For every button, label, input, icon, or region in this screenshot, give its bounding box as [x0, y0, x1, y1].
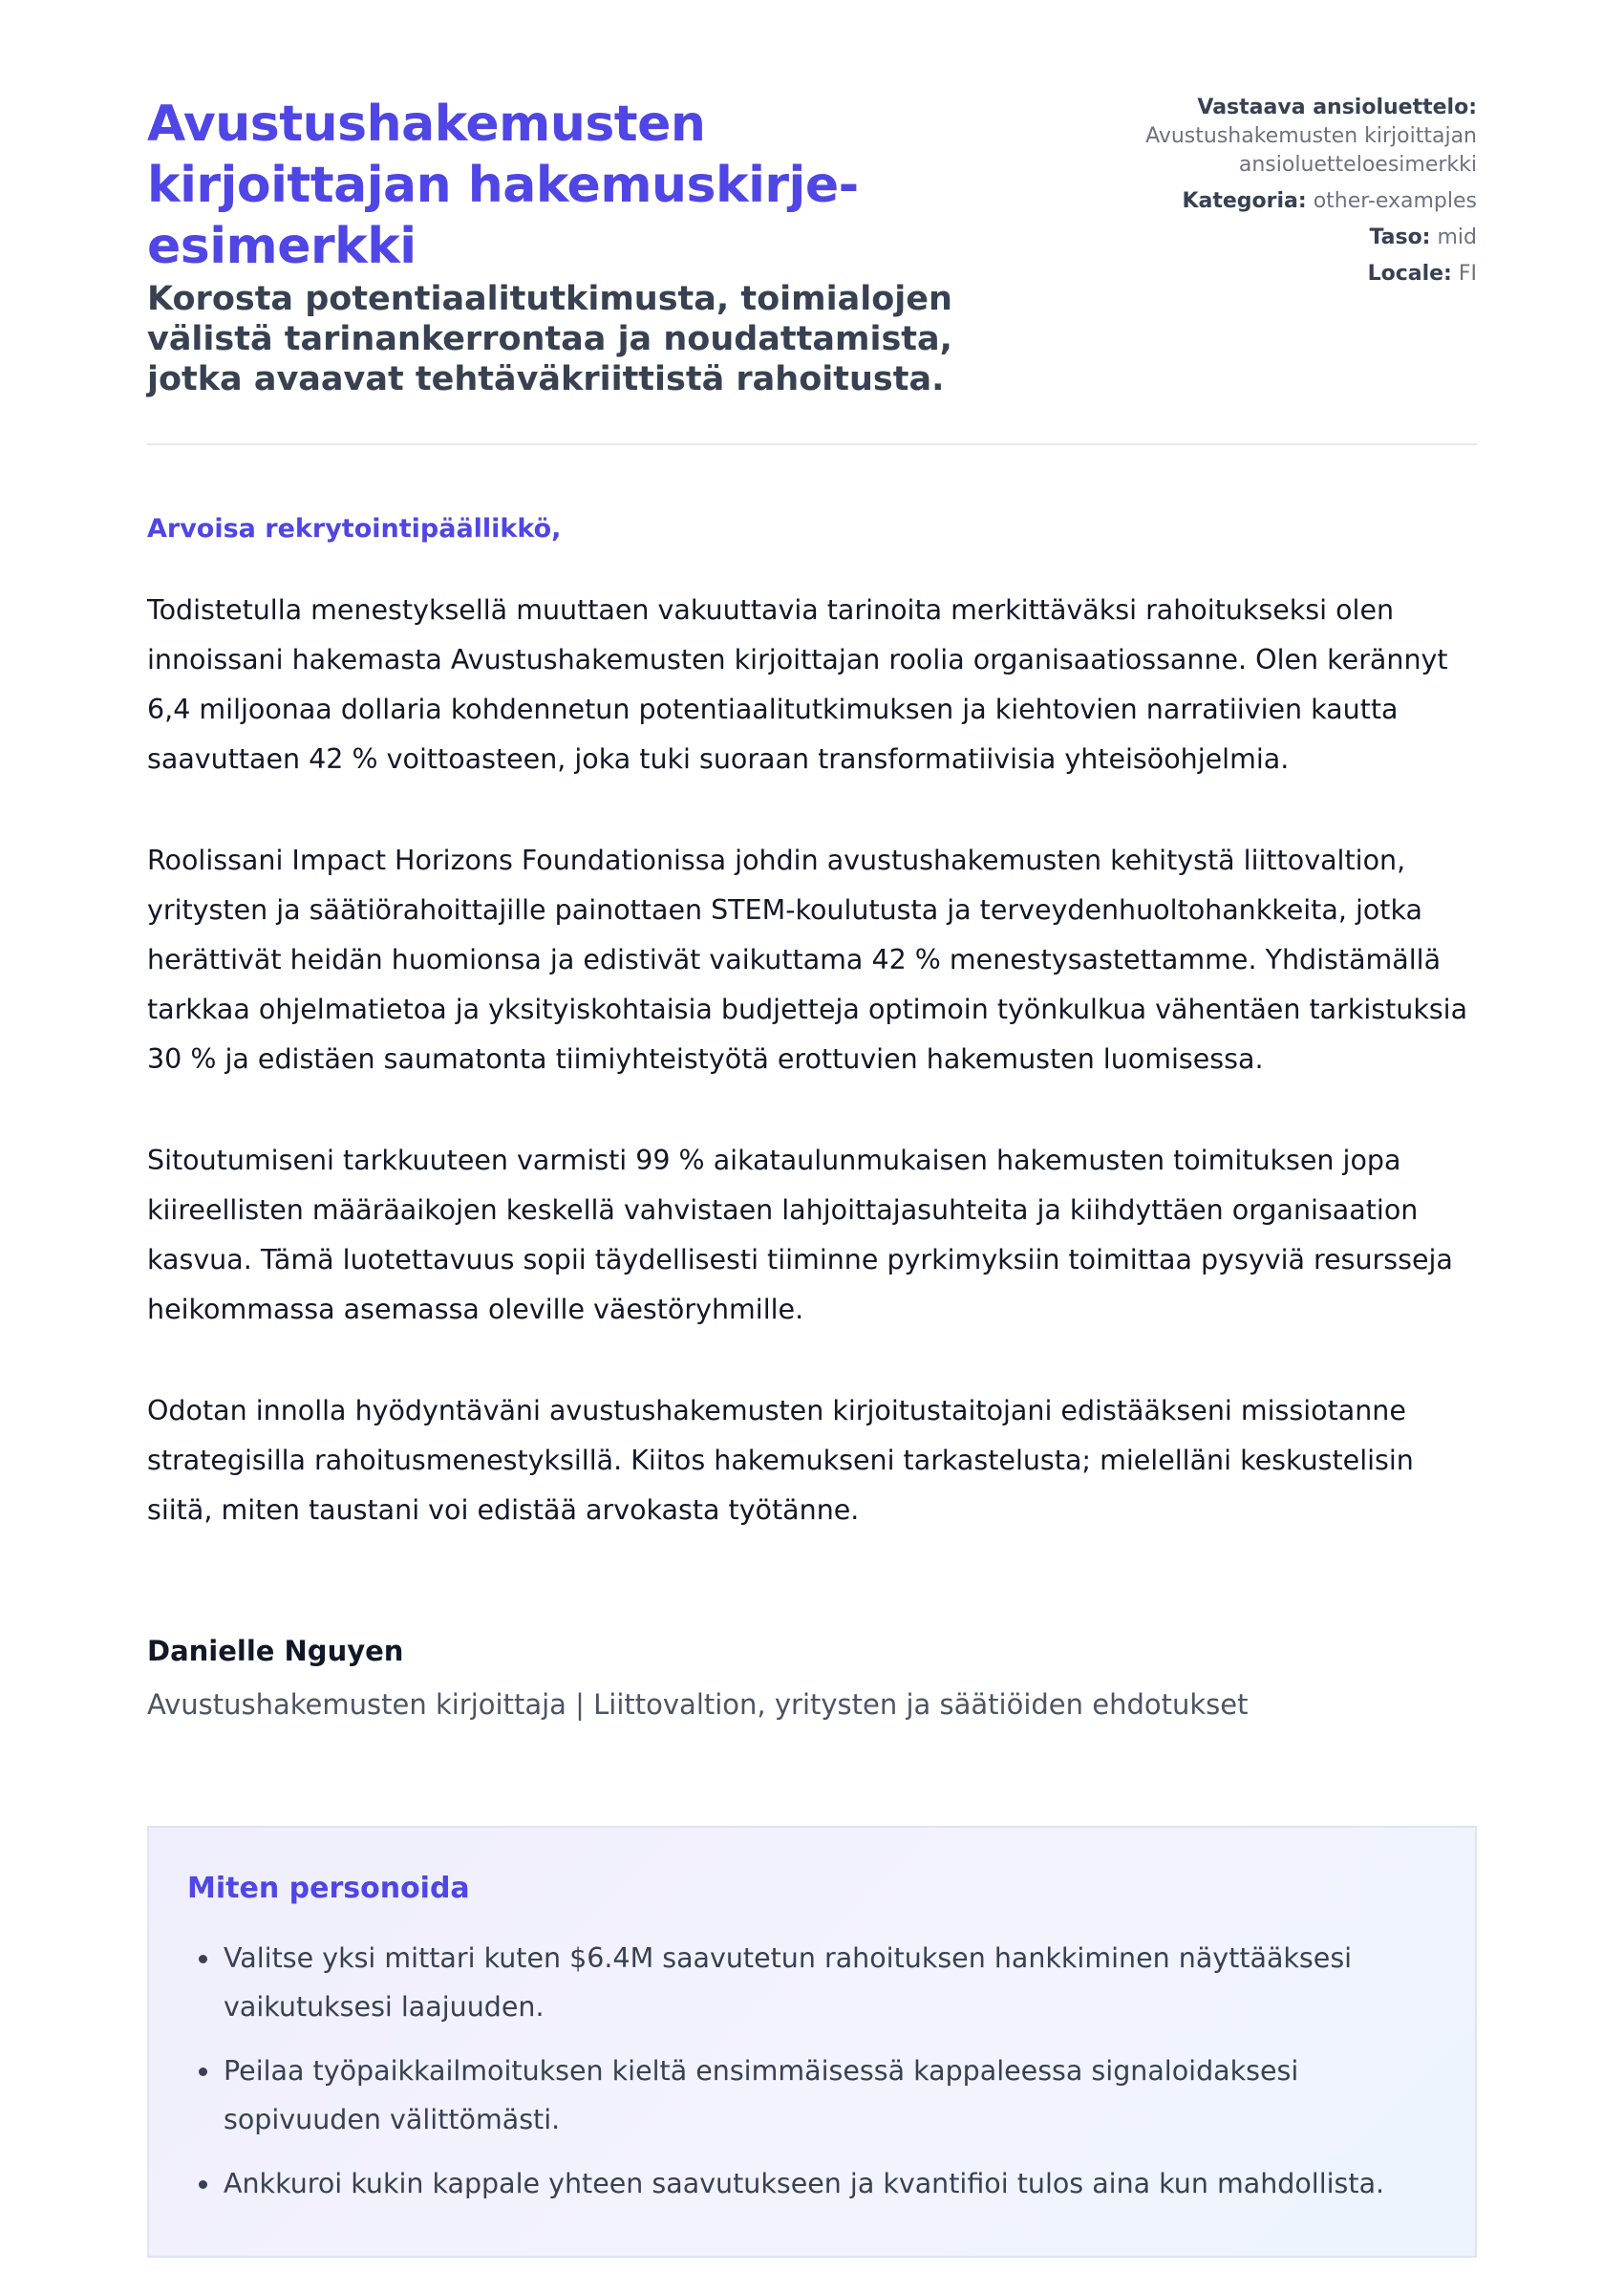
- meta-category-value: other-examples: [1313, 189, 1477, 213]
- meta-level-label: Taso:: [1369, 225, 1431, 249]
- meta-locale-label: Locale:: [1367, 262, 1452, 286]
- letter-paragraph: Todistetulla menestyksellä muuttaen vakuuttavia tarinoita merkittäväksi rahoitukseksi olen innoissani hakemasta Avustushakemusten kirjoittajan roolia organisaatiossanne. Olen kerännyt 6,4 miljoonaa dollaria kohdennetun potentiaalitutkimuksen ja kiehtovien narratiivien kautta saavuttaen 42 % voittoasteen, joka tuki suoraan transformatiivisia yhteisöohjelmia.: [147, 594, 1448, 775]
- letter-body: [147, 586, 1477, 1535]
- meta-locale: [1076, 260, 1477, 289]
- meta-related-resume: [1076, 94, 1477, 180]
- meta-category: [1076, 187, 1477, 216]
- letter-greeting: Arvoisa rekrytointipäällikkö,: [147, 514, 562, 544]
- tips-list: [187, 1934, 1437, 2208]
- meta-panel: [1076, 94, 1477, 296]
- signature-title: Avustushakemusten kirjoittaja | Liittovaltion, yritysten ja säätiöiden ehdotukset: [147, 1688, 1249, 1721]
- meta-resume-value: Avustushakemusten kirjoittajan ansioluetteloesimerkki: [1145, 124, 1477, 177]
- meta-resume-label: Vastaava ansioluettelo:: [1197, 96, 1477, 119]
- tips-list-item: • Valitse yksi mittari kuten $6.4M saavutetun rahoituksen hankkiminen näyttääksesi vaikutuksesi laajuuden.: [222, 1934, 1437, 2031]
- letter-paragraph: Odotan innolla hyödyntäväni avustushakemusten kirjoitustaitojani edistääkseni missiotanne strategisilla rahoitusmenestyksillä. Kiitos hakemukseni tarkastelusta; mielelläni keskustelisin siitä, miten taustani voi edistää arvokasta työtänne.: [147, 1395, 1414, 1526]
- page-subtitle: Korosta potentiaalitutkimusta, toimialojen välistä tarinankerrontaa ja noudattamista, jotka avaavat tehtäväkriittistä rahoitusta.: [147, 280, 952, 398]
- title-block: [147, 94, 1026, 399]
- letter-paragraph: Sitoutumiseni tarkkuuteen varmisti 99 % aikataulunmukaisen hakemusten toimituksen jopa kiireellisten määräaikojen keskellä vahvistaen lahjoittajasuhteita ja kiihdyttäen organisaation kasvua. Tämä luotettavuus sopii täydellisesti tiiminne pyrkimyksiin toimittaa pysyviä resursseja heikommassa asemassa oleville väestöryhmille.: [147, 1145, 1453, 1325]
- meta-category-label: Kategoria:: [1182, 189, 1307, 213]
- page-header: [147, 0, 1477, 399]
- page-title: Avustushakemusten kirjoittajan hakemuskirje-esimerkki: [147, 96, 859, 275]
- meta-level: [1076, 224, 1477, 252]
- tips-list-item: • Ankkuroi kukin kappale yhteen saavutukseen ja kvantifioi tulos aina kun mahdollista.: [222, 2159, 1437, 2208]
- header-divider: [147, 443, 1477, 445]
- meta-locale-value: FI: [1458, 262, 1477, 286]
- letter-paragraph: Roolissani Impact Horizons Foundationissa johdin avustushakemusten kehitystä liittovaltion, yritysten ja säätiörahoittajille painottaen STEM-koulutusta ja terveydenhuoltohankkeita, jotka herättivät heidän huomionsa ja edistivät vaikuttama 42 % menestysastettamme. Yhdistämällä tarkkaa ohjelmatietoa ja yksityiskohtaisia budjetteja optimoin työnkulkua vähentäen tarkistuksia 30 % ja edistäen saumatonta tiimiyhteistyötä erottuvien hakemusten luomisessa.: [147, 845, 1468, 1075]
- signature-name: Danielle Nguyen: [147, 1635, 404, 1667]
- meta-level-value: mid: [1437, 225, 1477, 249]
- personalization-tips-box: [147, 1826, 1477, 2258]
- tips-list-item: • Peilaa työpaikkailmoituksen kieltä ensimmäisessä kappaleessa signaloidaksesi sopivuuden välittömästi.: [222, 2047, 1437, 2144]
- tips-title: Miten personoida: [187, 1872, 470, 1905]
